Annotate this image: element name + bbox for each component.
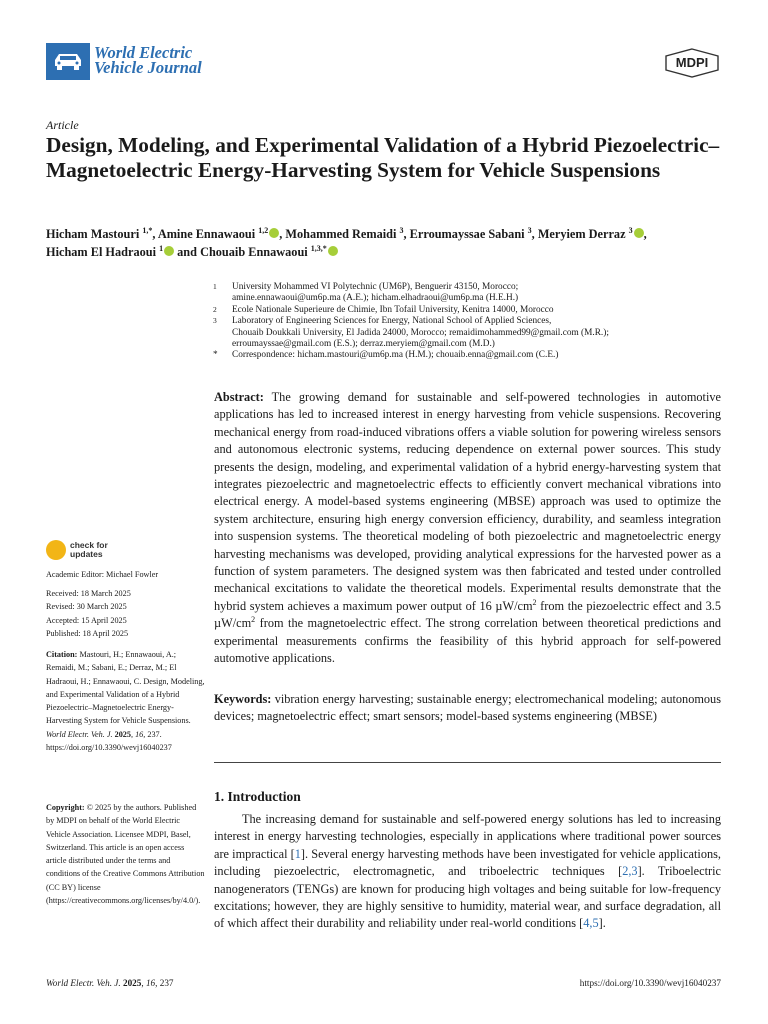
author-name: Amine Ennawaoui <box>157 227 256 241</box>
unit-superscript: 2 <box>532 597 537 607</box>
correspondence-marker: * <box>213 350 218 361</box>
journal-logo-icon <box>46 43 90 80</box>
academic-editor: Academic Editor: Michael Fowler <box>46 570 159 579</box>
author-and: and <box>177 245 197 259</box>
abstract-label: Abstract: <box>214 390 264 404</box>
keywords-text: vibration energy harvesting; sustainable energy; electromechanical modeling; autonomous devices; magnetoelectric effect; smart sensors; model-based systems engineering (MBSE) <box>214 692 721 724</box>
journal-name[interactable] <box>94 45 202 75</box>
intro-text: ]. Several energy harvesting methods have been investigated for vehicle applications, including piezoelectric, electromagnetic, and triboelectric techniques [ <box>214 846 722 879</box>
intro-text: ]. <box>598 916 606 931</box>
check-for-updates-icon <box>46 540 66 560</box>
unit-superscript: 2 <box>251 615 256 625</box>
citation-link[interactable]: 4,5 <box>583 916 599 931</box>
section-divider <box>214 762 721 763</box>
affiliation-item <box>213 316 733 350</box>
article-title: Design, Modeling, and Experimental Validation of a Hybrid Piezoelectric–Magnetoelectric Energy-Harvesting System for Vehicle Suspensions <box>46 133 720 182</box>
citation-text: Mastouri, H.; Ennawaoui, A.; Remaidi, M.; Sabani, E.; Derraz, M.; El Hadraoui, H.; Ennawaoui, C. Design, Modeling, and Experimental Validation of a Hybrid Piezoelectric–Magnetoelectric Energy-Harvesting System for Vehicle Suspensions. <box>46 650 205 726</box>
abstract-text: from the magnetoelectric effect. The strong correlation between theoretical predictions and experimental measurements confirms the feasibility of this hybrid approach for self-powered automotive applications. <box>214 616 721 666</box>
introduction-paragraph <box>214 811 721 933</box>
mdpi-logo-text: MDPI <box>675 55 709 70</box>
author-affiliation: 1,3,* <box>310 243 327 253</box>
article-type: Article <box>46 118 79 132</box>
citation-year: 2025 <box>112 729 131 739</box>
author-name: Hicham Mastouri <box>46 227 140 241</box>
citation-doi[interactable]: 237. https://doi.org/10.3390/wevj16040237 <box>46 729 172 753</box>
citation-block <box>46 648 206 754</box>
footer-volume: 16 <box>145 978 156 988</box>
orcid-icon[interactable] <box>164 246 174 256</box>
abstract <box>214 389 721 668</box>
affiliation-number: 1 <box>213 282 217 291</box>
dates-block <box>46 587 206 640</box>
intro-text: The increasing demand for sustainable and self-powered energy solutions has led to increasing interest in energy harvesting technologies, especially in applications where traditional power sources are impractical [ <box>214 812 721 861</box>
abstract-text: from the piezoelectric effect and 3.5 µW/cm <box>214 598 721 631</box>
mdpi-logo[interactable] <box>664 48 720 78</box>
keywords-label: Keywords: <box>214 692 272 706</box>
check-for-updates-label <box>70 541 108 559</box>
author-affiliation: 3 <box>399 225 404 235</box>
footer-year: 2025 <box>122 978 142 988</box>
correspondence <box>213 350 733 361</box>
author-name: Mohammed Remaidi <box>285 227 397 241</box>
orcid-icon[interactable] <box>328 246 338 256</box>
affiliations <box>213 282 733 362</box>
author-affiliation: 3 <box>628 225 633 235</box>
affiliation-item <box>213 282 733 305</box>
author-name: Meryiem Derraz <box>537 227 626 241</box>
author-list: Hicham Mastouri $^{1,*}$, Amine Ennawaoui $^{1,2}$ , Mohammed Remaidi $^3$, Erroumayssae Sabani $^3$, Meryiem Derraz $^3$ , Hicham El Hadraoui $^1$ and Chouaib Ennawaoui $^{1,3,*}$ <box>46 225 647 259</box>
copyright-text: © 2025 by the authors. Published by MDPI on behalf of the World Electric Vehicle Association. Licensee MDPI, Basel, Switzerland. This article is an open access article distributed under the terms and conditions of the Creative Commons Attribution (CC BY) license (https://creativecommons.org/licenses/by/4.0/). <box>46 803 205 906</box>
affiliation-line: University Mohammed VI Polytechnic (UM6P), Benguerir 43150, Morocco; <box>232 282 519 292</box>
keywords <box>214 691 721 726</box>
section-heading-introduction: 1. Introduction <box>214 789 301 804</box>
abstract-text: The growing demand for sustainable and self-powered technologies in automotive applications has led to increased interest in energy harvesting from vehicle suspensions. Recovering mechanical energy from road-induced vibrations offers a viable solution for powering wireless sensors and autonomous electronic systems, reducing dependence on external power sources. This study presents the design, modeling, and experimental validation of a hybrid energy-harvesting system that integrates piezoelectric and magnetoelectric effects to efficiently convert mechanical vibrations into electrical energy. A model-based systems engineering (MBSE) approach was used to optimize the system architecture, ensuring high energy conversion efficiency, durability, and seamless integration into suspension systems. The theoretical modeling of both piezoelectric and magnetoelectric energy harvesting mechanisms was developed, providing analytical expressions for the harvested power as a function of system parameters. The designed system was then fabricated and tested under controlled mechanical excitations to validate the theoretical models. Experimental results demonstrate that the hybrid system achieves a maximum power output of 16 µW/cm <box>214 390 721 613</box>
author-affiliation: 1 <box>159 243 164 253</box>
journal-name-line1: World Electric <box>94 43 193 62</box>
author-name: Hicham El Hadraoui <box>46 245 156 259</box>
orcid-icon[interactable] <box>269 228 279 238</box>
affiliation-line: Ecole Nationale Superieure de Chimie, Ibn Tofail University, Kenitra 14000, Morocco <box>232 304 554 315</box>
check-line-2: updates <box>70 549 103 559</box>
affiliation-item <box>213 305 733 316</box>
affiliation-line[interactable]: Chouaib Doukkali University, El Jadida 24000, Morocco; remaidimohammed99@gmail.com (M.R.); <box>232 327 609 338</box>
correspondence-line[interactable]: Correspondence: hicham.mastouri@um6p.ma (H.M.); chouaib.enna@gmail.com (C.E.) <box>232 350 559 361</box>
check-line-1: check for <box>70 540 108 550</box>
affiliation-line: Laboratory of Engineering Sciences for Energy, National School of Applied Sciences, <box>232 316 552 327</box>
intro-text: ]. Triboelectric nanogenerators (TENGs) are known for producing high voltages and being suitable for low-frequency excitations; however, they are highly sensitive to humidity, material wear, and surface degradation, all of which affect their durability and reliability under real-world conditions [ <box>214 864 721 931</box>
author-name: Chouaib Ennawaoui <box>200 245 308 259</box>
author-affiliation: 3 <box>527 225 532 235</box>
check-for-updates-badge[interactable] <box>46 539 166 563</box>
author-name: Erroumayssae Sabani <box>409 227 525 241</box>
journal-name-line2: Vehicle Journal <box>94 58 202 77</box>
citation-link[interactable]: 1 <box>294 846 301 861</box>
footer-journal: World Electr. Veh. J. <box>46 978 121 988</box>
copyright-label: Copyright: <box>46 803 85 812</box>
footer-doi-link[interactable]: https://doi.org/10.3390/wevj16040237 <box>579 978 721 988</box>
citation-journal: World Electr. Veh. J. <box>46 729 113 739</box>
date-accepted: Accepted: 15 April 2025 <box>46 615 127 625</box>
footer-page: 237 <box>159 978 174 988</box>
citation-link[interactable]: 2,3 <box>622 864 638 879</box>
affiliation-number: 2 <box>213 304 217 314</box>
citation-volume: , 16, <box>130 729 146 739</box>
citation-label: Citation: <box>46 650 78 659</box>
author-affiliation: 1,* <box>142 225 153 235</box>
date-published: Published: 18 April 2025 <box>46 628 129 638</box>
affiliation-line[interactable]: amine.ennawaoui@um6p.ma (A.E.); hicham.elhadraoui@um6p.ma (H.E.H.) <box>232 293 519 304</box>
affiliation-line[interactable]: erroumayssae@gmail.com (E.S.); derraz.meryiem@gmail.com (M.D.) <box>232 339 495 350</box>
date-received: Received: 18 March 2025 <box>46 589 131 598</box>
affiliation-number: 3 <box>213 316 217 326</box>
footer-citation: World Electr. Veh. J. 2025, 16, 237 <box>46 978 174 988</box>
author-affiliation: 1,2 <box>258 225 269 235</box>
date-revised: Revised: 30 March 2025 <box>46 602 127 612</box>
copyright-block <box>46 801 206 907</box>
orcid-icon[interactable] <box>634 228 644 238</box>
